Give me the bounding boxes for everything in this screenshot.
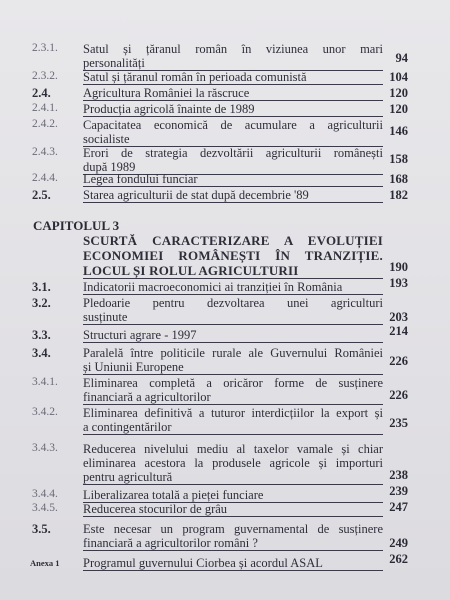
dot-leader — [83, 484, 383, 485]
chapter-label: CAPITOLUL 3 — [33, 218, 120, 233]
page-number: 226 — [389, 388, 408, 402]
dot-leader — [83, 570, 383, 571]
chapter-page-number: 190 — [389, 260, 408, 274]
section-number: 2.5. — [32, 188, 51, 202]
dot-leader — [83, 516, 383, 517]
section-number: 3.4.1. — [32, 376, 58, 388]
entry-title-line: Programul guvernului Ciorbea și acordul ASAL — [83, 556, 323, 570]
section-number: 2.4.4. — [32, 172, 58, 184]
dot-leader — [83, 202, 383, 203]
entry-title-line: Paralelă între politicile rurale ale Guvernului României — [83, 346, 383, 360]
page-number: 104 — [389, 70, 408, 84]
dot-leader — [83, 324, 383, 325]
entry-title-line: Este necesar un program guvernamental de susținere — [83, 522, 383, 536]
dot-leader — [83, 116, 383, 117]
chapter-title-line: SCURTĂ CARACTERIZARE A EVOLUȚIEI — [83, 233, 383, 248]
entry-title-line: Satul și țăranul român în viziunea unor mari — [83, 42, 383, 56]
entry-title-line: financiară a agricultorilor români ? — [83, 536, 258, 550]
entry-title-line: Indicatorii macroeconomici ai tranziției în România — [83, 280, 343, 294]
entry-title-line: socialiste — [83, 132, 130, 146]
entry-title-line: Structuri agrare - 1997 — [83, 328, 197, 342]
page-number: 249 — [389, 536, 408, 550]
section-number: 3.4.3. — [32, 442, 58, 454]
entry-title-line: după 1989 — [83, 160, 136, 174]
dot-leader — [83, 100, 383, 101]
section-number: 2.3.1. — [32, 42, 58, 54]
dot-leader — [83, 434, 383, 435]
entry-title-line: eliminarea acestora la produsele agricole și importuri — [83, 456, 383, 470]
page-number: 235 — [389, 416, 408, 430]
page-number: 239 — [389, 484, 408, 498]
entry-title-line: Reducerea stocurilor de grâu — [83, 502, 228, 516]
dot-leader — [83, 342, 383, 343]
page-number: 146 — [389, 124, 408, 138]
section-number: 3.5. — [32, 522, 51, 536]
page-number: 214 — [389, 324, 408, 338]
entry-title-line: Producția agricolă înainte de 1989 — [83, 102, 255, 116]
dot-leader — [83, 186, 383, 187]
page-number: 120 — [389, 102, 408, 116]
page-number: 226 — [389, 354, 408, 368]
entry-title-line: financiară a agricultorilor — [83, 390, 211, 404]
section-number: 3.1. — [32, 280, 51, 294]
dot-leader — [83, 550, 383, 551]
section-number: 2.4.1. — [32, 102, 58, 114]
entry-title-line: Liberalizarea totală a pieței funciare — [83, 488, 264, 502]
dot-leader — [83, 374, 383, 375]
entry-title-line: Agricultura României la răscruce — [83, 86, 250, 100]
page-number: 168 — [389, 172, 408, 186]
entry-title-line: Reducerea nivelului mediu al taxelor vamale și chiar — [83, 442, 383, 456]
entry-title-line: Capacitatea economică de acumulare a agriculturii — [83, 118, 383, 132]
page-number: 120 — [389, 86, 408, 100]
section-number: 3.4. — [32, 346, 51, 360]
entry-title-line: pentru agricultură — [83, 470, 173, 484]
entry-title-line: Eliminarea definitivă a tuturor interdicțiilor la export și — [83, 406, 383, 420]
section-number: 3.4.2. — [32, 406, 58, 418]
section-number: 3.2. — [32, 296, 51, 310]
entry-title-line: Starea agriculturii de stat după decembrie '89 — [83, 188, 309, 202]
section-number: Anexa 1 — [30, 558, 60, 568]
page-number: 247 — [389, 500, 408, 514]
entry-title-line: Legea fondului funciar — [83, 172, 198, 186]
page-number: 182 — [389, 188, 408, 202]
section-number: 3.4.5. — [32, 502, 58, 514]
entry-title-line: susținute — [83, 310, 128, 324]
page-number: 262 — [389, 552, 408, 566]
section-number: 3.3. — [32, 328, 51, 342]
entry-title-line: și Uniunii Europene — [83, 360, 184, 374]
entry-title-line: personalități — [83, 56, 145, 70]
chapter-title-line: ECONOMIEI ROMÂNEȘTI ÎN TRANZIȚIE. — [83, 248, 383, 263]
page-number: 193 — [389, 276, 408, 290]
section-number: 2.4. — [32, 86, 51, 100]
entry-title-line: Satul și țăranul român în perioada comunistă — [83, 70, 307, 84]
page-number: 94 — [395, 51, 408, 65]
section-number: 3.4.4. — [32, 488, 58, 500]
entry-title-line: a contingentărilor — [83, 420, 172, 434]
page-number: 238 — [389, 468, 408, 482]
dot-leader — [83, 404, 383, 405]
section-number: 2.4.2. — [32, 118, 58, 130]
entry-title-line: Pledoarie pentru dezvoltarea unei agriculturi — [83, 296, 383, 310]
section-number: 2.3.2. — [32, 70, 58, 82]
dot-leader — [83, 84, 383, 85]
dot-leader — [83, 278, 383, 279]
entry-title-line: Eliminarea completă a oricăror forme de susținere — [83, 376, 383, 390]
section-number: 2.4.3. — [32, 146, 58, 158]
entry-title-line: Erori de strategia dezvoltării agriculturii românești — [83, 146, 383, 160]
page-number: 203 — [389, 310, 408, 324]
dot-leader — [83, 294, 383, 295]
chapter-title-line: LOCUL ȘI ROLUL AGRICULTURII — [83, 263, 299, 278]
page-number: 158 — [389, 152, 408, 166]
